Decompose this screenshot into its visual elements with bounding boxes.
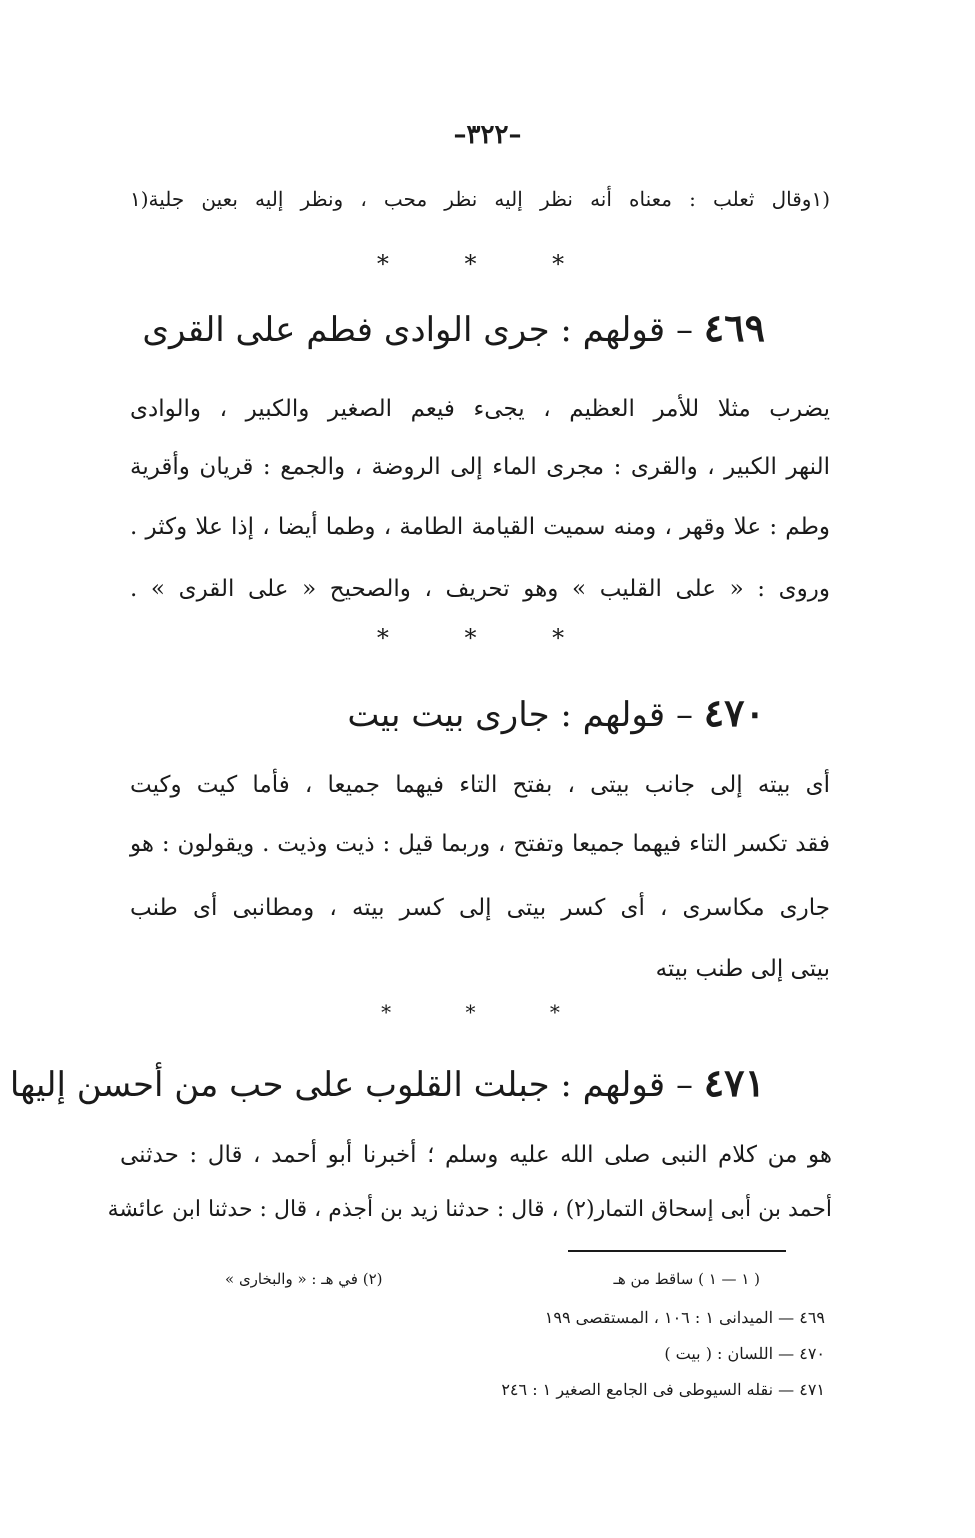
separator-stars: * * * (376, 250, 599, 278)
entry-title-470 (150, 690, 765, 738)
footnote-2: (٢) في هـ : « والبخارى » (225, 1270, 383, 1288)
entry-469-line-4: وروى : « على القليب » وهو تحريف ، والصحيح « على القرى » . (130, 576, 830, 602)
separator-stars: * * * (381, 1000, 594, 1024)
page-number: –٣٢٢– (453, 120, 522, 150)
entry-470-line-3: جارى مكاسرى ، أى كسر بيتى إلى كسر بيته ، ومطانبى أى طنب (130, 895, 830, 921)
entry-number: ٤٦٩ (703, 305, 765, 350)
entry-number: ٤٧١ (703, 1060, 765, 1105)
reference-469: ٤٦٩ — الميدانى ١ : ١٠٦ ، المستقصى ١٩٩ (544, 1308, 825, 1327)
entry-469-line-2: النهر الكبير ، والقرى : مجرى الماء إلى الروضة ، والجمع : قريان وأقرية (130, 454, 830, 480)
reference-470: ٤٧٠ — اللسان : ( بيت ) (664, 1344, 825, 1363)
entry-title-469 (142, 305, 765, 353)
entry-heading: – قولهم : جارى بيت بيت (347, 695, 693, 735)
footnote-rule (568, 1250, 786, 1252)
entry-469-line-1: يضرب مثلا للأمر العظيم ، يجىء فيعم الصغير والكبير ، والوادى (130, 396, 830, 422)
entry-heading: – قولهم : جرى الوادى فطم على القرى (142, 310, 693, 350)
intro-line: (١وقال ثعلب : معناه أنه نظر إليه نظر محب ، ونظر إليه بعين جلية(١ (130, 187, 830, 211)
entry-469-line-3: وطم : علا وقهر ، ومنه سميت القيامة الطامة ، وطما أيضا ، إذا علا وكثر . (130, 514, 830, 540)
footnote-1: ( ١ — ١ ) ساقط من هـ (613, 1270, 760, 1288)
separator-stars: * * * (376, 624, 599, 652)
entry-470-line-2: فقد تكسر التاء فيهما جميعا وتفتح ، وربما قيل : ذيت وذيت . ويقولون : هو (130, 831, 830, 857)
entry-470-line-4: بيتى إلى طنب بيته (655, 956, 830, 982)
entry-number: ٤٧٠ (703, 690, 765, 735)
entry-heading: – قولهم : جبلت القلوب على حب من أحسن إليها (9, 1065, 693, 1105)
entry-471-line-2: أحمد بن أبى إسحاق التمار(٢) ، قال : حدثنا زيد بن أجذم ، قال : حدثنا ابن عائشة (107, 1197, 832, 1222)
entry-471-line-1: هو من كلام النبى صلى الله عليه وسلم ؛ أخبرنا أبو أحمد ، قال : حدثنى (120, 1142, 832, 1168)
entry-title-471 (9, 1060, 765, 1108)
reference-471: ٤٧١ — نقله السيوطى فى الجامع الصغير ١ : ٢٤٦ (501, 1380, 825, 1399)
entry-470-line-1: أى بيته إلى جانب بيتى ، بفتح التاء فيهما جميعا ، فأما كيت وكيت (130, 772, 830, 798)
